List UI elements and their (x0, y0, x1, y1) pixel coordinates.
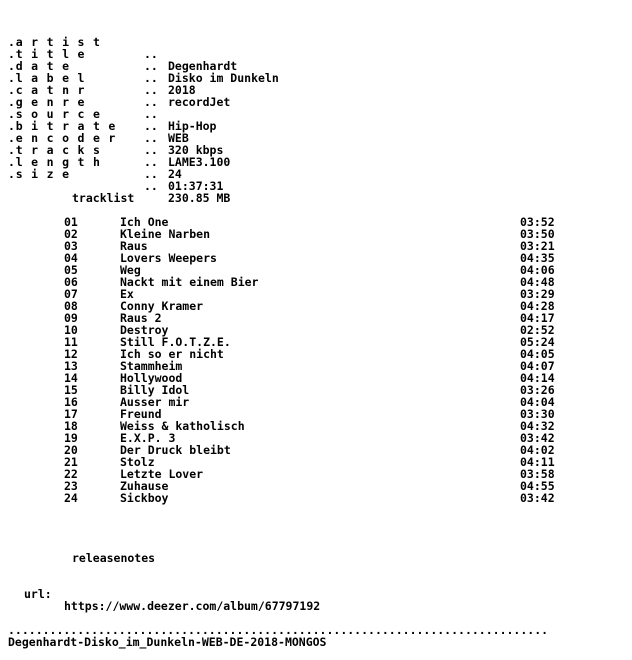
url-row (0, 576, 321, 613)
track-number: 22 (64, 467, 78, 481)
info-separator: .. (144, 47, 158, 61)
track-duration: 04:04 (520, 395, 555, 409)
info-key: .b i t r a t e (8, 119, 117, 133)
track-number: 19 (64, 431, 78, 445)
info-key: .c a t n r (8, 83, 86, 97)
track-title: E.X.P. 3 (120, 431, 176, 445)
info-key: .e n c o d e r (8, 131, 117, 145)
track-title: Freund (120, 407, 162, 421)
track-number: 09 (64, 311, 78, 325)
info-value: recordJet (168, 95, 231, 109)
track-title: Destroy (120, 323, 169, 337)
track-number: 03 (64, 239, 78, 253)
track-duration: 04:48 (520, 275, 555, 289)
track-title: Weg (120, 263, 141, 277)
track-duration: 04:02 (520, 443, 555, 457)
track-number: 13 (64, 359, 78, 373)
track-title: Raus (120, 239, 148, 253)
info-key: .s o u r c e (8, 107, 101, 121)
track-title: Zuhause (120, 479, 169, 493)
info-key: .t i t l e (8, 47, 86, 61)
track-title: Ich One (120, 215, 169, 229)
track-title: Nackt mit einem Bier (120, 275, 259, 289)
url-link[interactable]: https://www.deezer.com/album/67797192 (64, 599, 321, 613)
track-duration: 05:24 (520, 335, 555, 349)
url-label: url: (24, 587, 52, 601)
info-separator: .. (144, 143, 158, 157)
track-duration: 03:30 (520, 407, 555, 421)
track-number: 15 (64, 383, 78, 397)
track-number: 23 (64, 479, 78, 493)
track-title: Ex (120, 287, 134, 301)
track-duration: 03:52 (520, 215, 555, 229)
tracklist-heading: tracklist (72, 191, 135, 205)
info-key: .g e n r e (8, 95, 86, 109)
track-duration: 04:07 (520, 359, 555, 373)
track-duration: 03:58 (520, 467, 555, 481)
info-value: 230.85 MB (168, 191, 231, 205)
track-title: Sickboy (120, 491, 169, 505)
track-title: Billy Idol (120, 383, 190, 397)
track-duration: 03:42 (520, 431, 555, 445)
track-number: 05 (64, 263, 78, 277)
track-duration: 04:17 (520, 311, 555, 325)
track-duration: 04:06 (520, 263, 555, 277)
info-value: Disko im Dunkeln (168, 71, 279, 85)
track-duration: 03:26 (520, 383, 555, 397)
track-title: Weiss & katholisch (120, 419, 245, 433)
info-separator: .. (144, 155, 158, 169)
info-key: .d a t e (8, 59, 70, 73)
track-duration: 04:05 (520, 347, 555, 361)
release-name: Degenhardt-Disko_im_Dunkeln-WEB-DE-2018-MONGOS (8, 635, 327, 649)
info-separator: .. (144, 167, 158, 181)
track-number: 12 (64, 347, 78, 361)
track-title: Ich so er nicht (120, 347, 224, 361)
info-separator: .. (144, 95, 158, 109)
track-duration: 02:52 (520, 323, 555, 337)
info-separator: .. (144, 179, 158, 193)
track-duration: 04:28 (520, 299, 555, 313)
track-title: Ausser mir (120, 395, 190, 409)
track-title: Still F.O.T.Z.E. (120, 335, 231, 349)
track-number: 18 (64, 419, 78, 433)
track-title: Stammheim (120, 359, 183, 373)
info-value: 320 kbps (168, 143, 224, 157)
info-separator: .. (144, 119, 158, 133)
releasenotes-heading: releasenotes (72, 551, 156, 565)
divider: .............................................................................. (8, 624, 549, 636)
track-title: Kleine Narben (120, 227, 211, 241)
track-number: 24 (64, 491, 78, 505)
track-title: Hollywood (120, 371, 183, 385)
track-duration: 04:55 (520, 479, 555, 493)
track-duration: 04:35 (520, 251, 555, 265)
info-value: Degenhardt (168, 59, 238, 73)
track-number: 06 (64, 275, 78, 289)
info-key: .t r a c k s (8, 143, 101, 157)
track-title: Conny Kramer (120, 299, 204, 313)
track-number: 21 (64, 455, 78, 469)
info-separator: .. (144, 107, 158, 121)
track-title: Stolz (120, 455, 155, 469)
info-separator: .. (144, 131, 158, 145)
track-number: 17 (64, 407, 78, 421)
track-duration: 03:21 (520, 239, 555, 253)
track-duration: 03:42 (520, 491, 555, 505)
info-value: 24 (168, 167, 182, 181)
track-number: 08 (64, 299, 78, 313)
track-duration: 04:14 (520, 371, 555, 385)
track-title: Raus 2 (120, 311, 162, 325)
info-separator: .. (144, 59, 158, 73)
track-number: 11 (64, 335, 78, 349)
track-title: Der Druck bleibt (120, 443, 231, 457)
info-key: .l a b e l (8, 71, 86, 85)
track-number: 07 (64, 287, 78, 301)
track-title: Letzte Lover (120, 467, 204, 481)
track-number: 14 (64, 371, 78, 385)
info-key: .s i z e (8, 167, 70, 181)
track-number: 16 (64, 395, 78, 409)
info-value: 2018 (168, 83, 196, 97)
track-duration: 03:50 (520, 227, 555, 241)
track-number: 02 (64, 227, 78, 241)
track-number: 20 (64, 443, 78, 457)
track-number: 01 (64, 215, 78, 229)
info-value: LAME3.100 (168, 155, 231, 169)
info-value: WEB (168, 131, 189, 145)
info-key: .a r t i s t (8, 35, 101, 49)
track-number: 10 (64, 323, 78, 337)
track-duration: 04:11 (520, 455, 555, 469)
info-value: Hip-Hop (168, 119, 217, 133)
info-separator: .. (144, 83, 158, 97)
info-key: .l e n g t h (8, 155, 101, 169)
info-value: 01:37:31 (168, 179, 224, 193)
track-number: 04 (64, 251, 78, 265)
track-duration: 03:29 (520, 287, 555, 301)
track-duration: 04:32 (520, 419, 555, 433)
info-separator: .. (144, 71, 158, 85)
track-title: Lovers Weepers (120, 251, 217, 265)
